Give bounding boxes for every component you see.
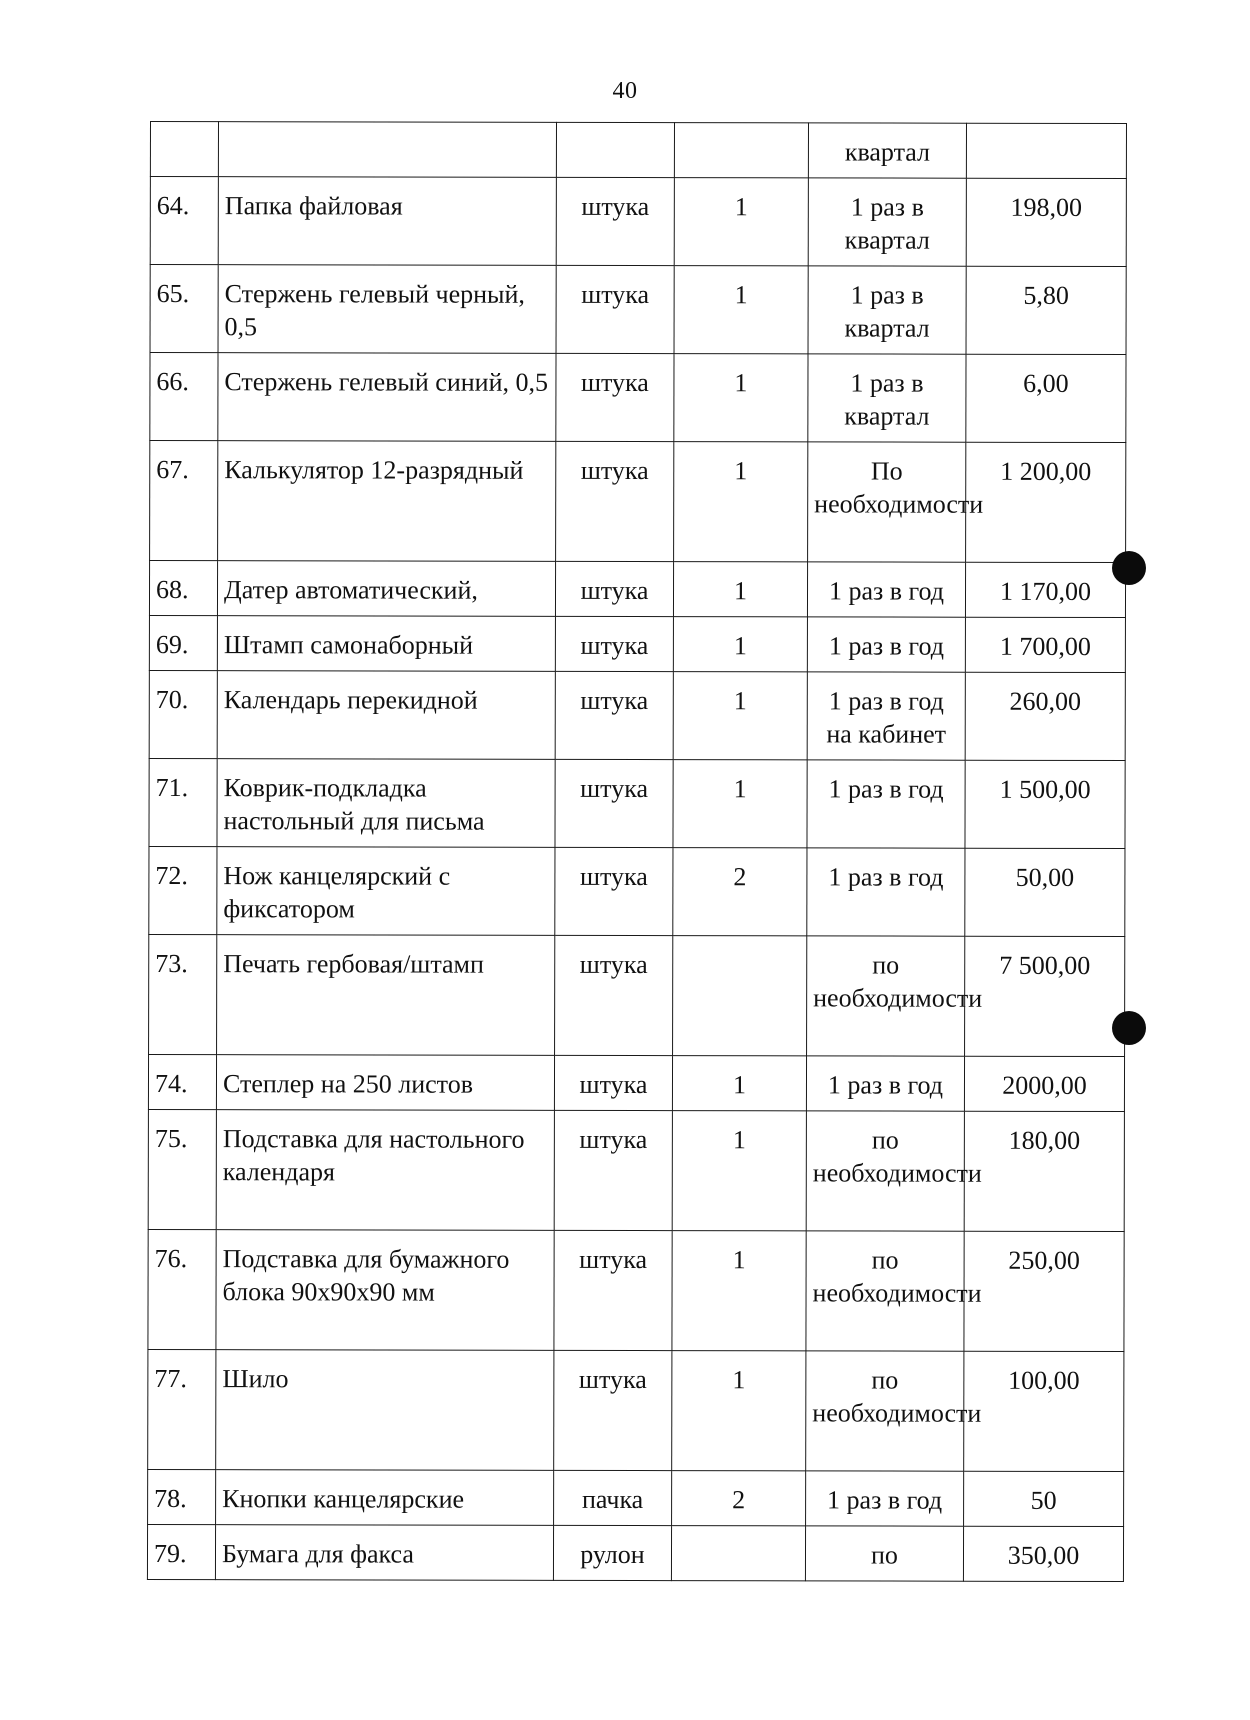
table-row [150, 177, 1126, 267]
page-number: 40 [612, 78, 638, 104]
item-frequency: 1 раз в квартал [808, 178, 966, 266]
item-frequency: по [805, 1526, 963, 1581]
item-unit: штука [555, 561, 673, 616]
item-name: Печать гербовая/штамп [217, 935, 555, 1056]
table-row [147, 1524, 1123, 1581]
item-name [218, 122, 556, 178]
item-quantity: 1 [673, 760, 807, 848]
item-frequency: квартал [808, 123, 966, 178]
item-quantity: 1 [672, 1056, 806, 1111]
item-price: 6,00 [966, 354, 1126, 442]
item-number: 75. [148, 1109, 216, 1229]
item-quantity: 1 [673, 617, 807, 672]
item-price: 5,80 [966, 266, 1126, 354]
punch-hole-mark [1112, 551, 1146, 585]
item-quantity: 1 [674, 354, 808, 442]
item-price: 1 500,00 [965, 760, 1125, 848]
table-row [150, 122, 1126, 179]
item-price: 7 500,00 [965, 936, 1125, 1056]
item-unit: штука [554, 1055, 672, 1110]
supplies-table [147, 121, 1127, 1582]
item-quantity: 1 [673, 672, 807, 760]
item-quantity: 1 [674, 442, 808, 562]
item-price: 250,00 [964, 1231, 1124, 1351]
item-number: 69. [149, 615, 217, 670]
item-number: 76. [148, 1229, 216, 1349]
item-name: Календарь перекидной [217, 671, 555, 760]
item-name: Нож канцелярский с фиксатором [217, 847, 555, 936]
item-price: 180,00 [964, 1111, 1124, 1231]
item-number: 65. [150, 265, 218, 353]
item-frequency: 1 раз в квартал [808, 266, 966, 354]
table-row [150, 265, 1126, 355]
table-row [150, 353, 1126, 443]
item-unit: штука [555, 616, 673, 671]
item-name: Подставка для настольного календаря [216, 1110, 554, 1231]
item-frequency: 1 раз в квартал [808, 354, 966, 442]
item-frequency: 1 раз в год [807, 760, 965, 848]
item-unit: штука [555, 847, 673, 935]
item-unit [556, 122, 674, 177]
item-unit: штука [555, 759, 673, 847]
item-quantity: 1 [674, 178, 808, 266]
item-frequency: по необходимости [806, 1231, 964, 1351]
item-name: Штамп самонаборный [217, 616, 555, 672]
item-name: Калькулятор 12-разрядный [218, 441, 556, 562]
item-unit: штука [554, 1230, 672, 1350]
table-row [149, 670, 1125, 760]
item-number: 77. [148, 1349, 216, 1469]
item-unit: штука [555, 671, 673, 759]
item-number: 67. [150, 441, 218, 561]
item-unit: штука [555, 935, 673, 1055]
item-frequency: 1 раз в год [807, 848, 965, 936]
item-number: 66. [150, 353, 218, 441]
item-frequency: 1 раз в год [806, 1056, 964, 1111]
table-row [148, 1469, 1124, 1526]
item-name: Датер автоматический, [217, 561, 555, 617]
item-name: Папка файловая [218, 177, 556, 266]
item-name: Степлер на 250 листов [216, 1055, 554, 1111]
table-row [149, 934, 1125, 1056]
table-row [149, 846, 1125, 936]
table-row [148, 1054, 1124, 1111]
item-number: 78. [148, 1469, 216, 1524]
table-row [148, 1109, 1124, 1231]
item-frequency: по необходимости [806, 1351, 964, 1471]
item-number: 70. [149, 670, 217, 758]
item-price: 260,00 [965, 672, 1125, 760]
item-price: 1 170,00 [965, 562, 1125, 617]
item-unit: штука [556, 265, 674, 353]
item-frequency: По необходимости [808, 442, 966, 562]
item-number: 68. [149, 561, 217, 616]
item-quantity: 1 [672, 1231, 806, 1351]
item-price: 198,00 [966, 178, 1126, 266]
item-quantity [674, 123, 808, 178]
item-number: 71. [149, 758, 217, 846]
item-name: Шило [216, 1350, 554, 1471]
table-row [150, 441, 1126, 563]
item-unit: рулон [553, 1525, 671, 1580]
item-quantity: 2 [673, 848, 807, 936]
item-price: 350,00 [963, 1526, 1123, 1581]
item-name: Стержень гелевый черный, 0,5 [218, 265, 556, 354]
item-name: Бумага для факса [215, 1525, 553, 1581]
item-number: 74. [148, 1054, 216, 1109]
item-price: 50,00 [965, 848, 1125, 936]
table-row [149, 758, 1125, 848]
item-price: 1 200,00 [966, 442, 1126, 562]
item-quantity: 1 [672, 1111, 806, 1231]
item-frequency: 1 раз в год [806, 1471, 964, 1526]
table-row [149, 561, 1125, 618]
item-frequency: по необходимости [806, 1111, 964, 1231]
item-quantity [671, 1526, 805, 1581]
item-frequency: по необходимости [807, 936, 965, 1056]
item-name: Кнопки канцелярские [216, 1470, 554, 1526]
item-quantity: 1 [672, 1351, 806, 1471]
item-unit: пачка [554, 1470, 672, 1525]
item-unit: штука [556, 177, 674, 265]
item-quantity: 1 [673, 562, 807, 617]
item-quantity [673, 936, 807, 1056]
punch-hole-mark [1112, 1011, 1146, 1045]
item-price [966, 123, 1126, 178]
table-row [148, 1229, 1124, 1351]
item-number: 73. [149, 934, 217, 1054]
item-unit: штука [554, 1350, 672, 1470]
item-number: 64. [150, 177, 218, 265]
item-unit: штука [554, 1110, 672, 1230]
item-frequency: 1 раз в год [807, 617, 965, 672]
table-row [148, 1349, 1124, 1471]
item-quantity: 1 [674, 266, 808, 354]
item-price: 1 700,00 [965, 617, 1125, 672]
item-price: 50 [964, 1471, 1124, 1526]
item-name: Коврик-подкладка настольный для письма [217, 759, 555, 848]
item-unit: штука [556, 353, 674, 441]
table-row [149, 615, 1125, 672]
item-number [150, 122, 218, 177]
item-price: 100,00 [964, 1351, 1124, 1471]
item-number: 79. [147, 1524, 215, 1579]
item-quantity: 2 [672, 1471, 806, 1526]
item-frequency: 1 раз в год [807, 562, 965, 617]
item-name: Стержень гелевый синий, 0,5 [218, 353, 556, 442]
item-price: 2000,00 [964, 1056, 1124, 1111]
item-name: Подставка для бумажного блока 90х90х90 мм [216, 1230, 554, 1351]
item-number: 72. [149, 846, 217, 934]
item-frequency: 1 раз в год на кабинет [807, 672, 965, 760]
item-unit: штука [556, 441, 674, 561]
